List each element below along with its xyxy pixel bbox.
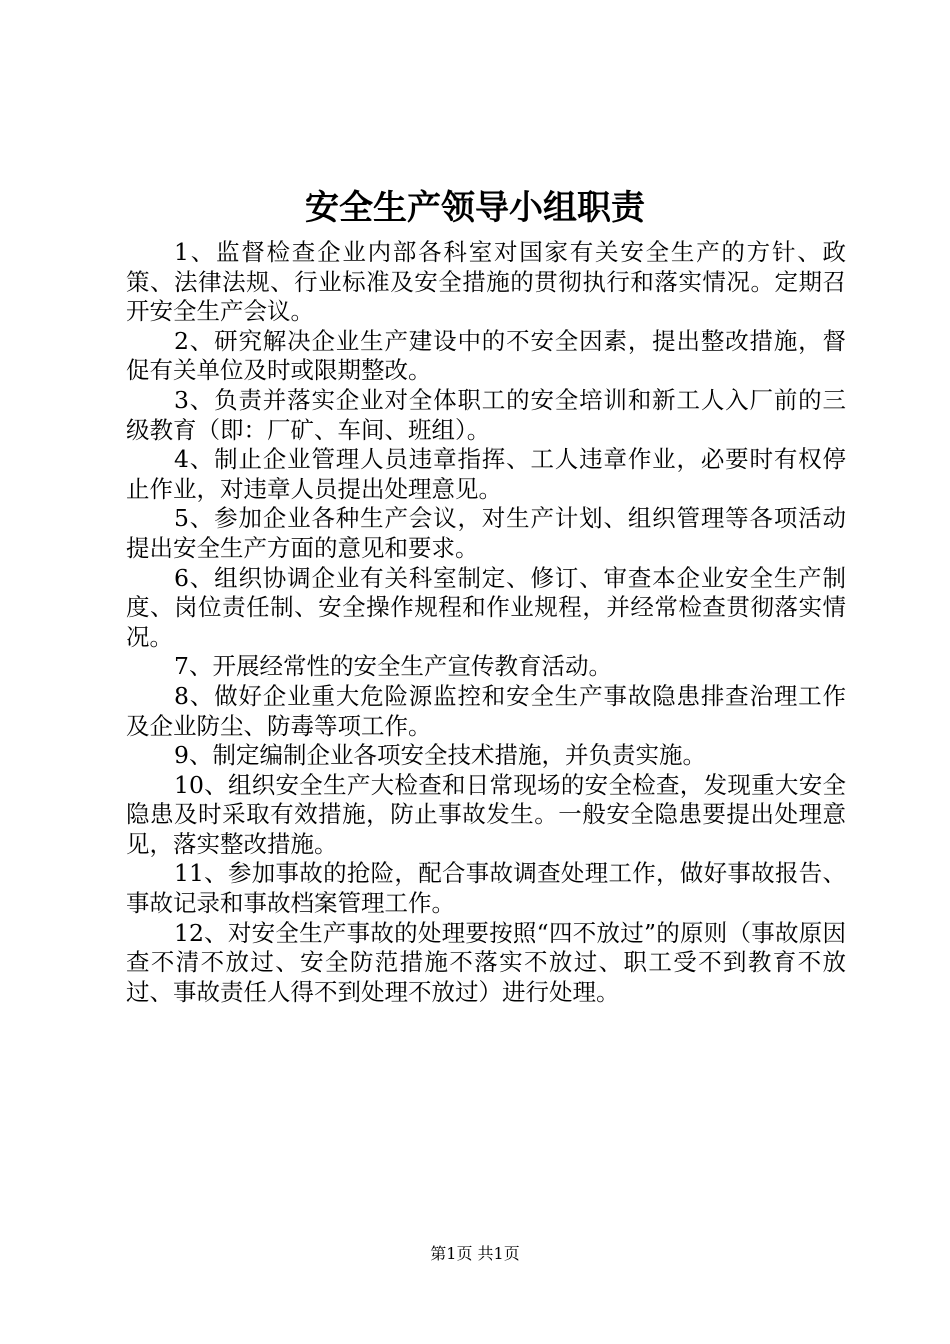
paragraph-duty-6: 6、组织协调企业有关科室制定、修订、审查本企业安全生产制度、岗位责任制、安全操作规程和作业规程，并经常检查贯彻落实情况。 [126, 563, 846, 651]
paragraph-duty-3: 3、负责并落实企业对全体职工的安全培训和新工人入厂前的三级教育（即：厂矿、车间、班组）。 [126, 385, 846, 444]
document-body [126, 238, 846, 1007]
paragraph-duty-8: 8、做好企业重大危险源监控和安全生产事故隐患排查治理工作及企业防尘、防毒等项工作。 [126, 681, 846, 740]
paragraph-duty-1: 1、监督检查企业内部各科室对国家有关安全生产的方针、政策、法律法规、行业标准及安全措施的贯彻执行和落实情况。定期召开安全生产会议。 [126, 238, 846, 326]
paragraph-duty-5: 5、参加企业各种生产会议，对生产计划、组织管理等各项活动提出安全生产方面的意见和要求。 [126, 504, 846, 562]
paragraph-duty-7: 7、开展经常性的安全生产宣传教育活动。 [174, 652, 612, 681]
page-number-footer: 第1页 共1页 [430, 1244, 520, 1263]
paragraph-duty-10: 10、组织安全生产大检查和日常现场的安全检查，发现重大安全隐患及时采取有效措施，防止事故发生。一般安全隐患要提出处理意见，落实整改措施。 [126, 770, 846, 858]
paragraph-duty-9: 9、制定编制企业各项安全技术措施，并负责实施。 [174, 741, 706, 770]
paragraph-duty-2: 2、研究解决企业生产建设中的不安全因素，提出整改措施，督促有关单位及时或限期整改。 [126, 326, 846, 385]
paragraph-duty-11: 11、参加事故的抢险，配合事故调查处理工作，做好事故报告、事故记录和事故档案管理工作。 [126, 859, 846, 918]
document-title: 安全生产领导小组职责 [305, 188, 645, 228]
paragraph-duty-12: 12、对安全生产事故的处理要按照“四不放过”的原则（事故原因查不清不放过、安全防范措施不落实不放过、职工受不到教育不放过、事故责任人得不到处理不放过）进行处理。 [126, 918, 846, 1006]
paragraph-duty-4: 4、制止企业管理人员违章指挥、工人违章作业，必要时有权停止作业，对违章人员提出处理意见。 [126, 445, 846, 503]
